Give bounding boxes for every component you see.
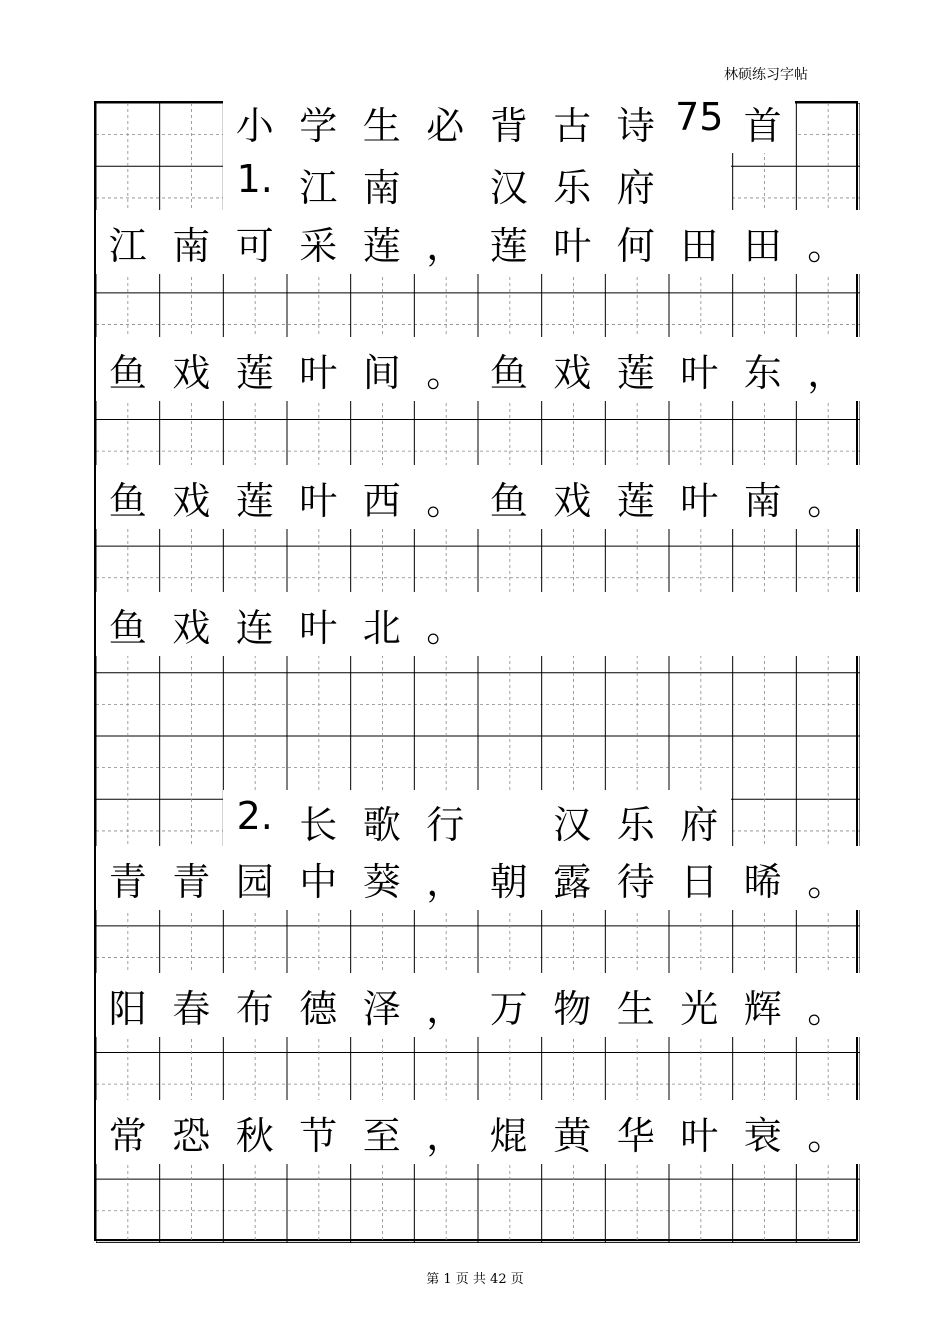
glyph: 叶 [680, 350, 719, 395]
glyph: 园 [235, 859, 274, 904]
glyph: 叶 [299, 350, 338, 395]
glyph: 汉 [553, 802, 592, 847]
glyph: 北 [362, 605, 401, 650]
glyph: 戏 [172, 478, 211, 523]
glyph: 。 [807, 223, 846, 268]
glyph: ， [426, 223, 465, 268]
glyph: 行 [426, 802, 465, 847]
glyph: 日 [680, 859, 719, 904]
glyph: 待 [616, 859, 655, 904]
glyph: 间 [362, 350, 401, 395]
glyph: 西 [362, 478, 401, 523]
glyph: 万 [489, 986, 528, 1031]
glyph: 。 [807, 986, 846, 1031]
glyph: 背 [489, 103, 528, 148]
glyph: 学 [299, 103, 338, 148]
glyph: 莲 [362, 223, 401, 268]
glyph: 叶 [299, 605, 338, 650]
glyph: 江 [299, 165, 338, 210]
glyph: 阳 [108, 986, 147, 1031]
glyph: 物 [553, 986, 592, 1031]
page-title [223, 91, 795, 153]
glyph: 至 [362, 1113, 401, 1158]
glyph: 田 [680, 223, 719, 268]
glyph: 叶 [680, 478, 719, 523]
glyph: 辉 [743, 986, 782, 1031]
glyph: 青 [172, 859, 211, 904]
glyph: 莲 [616, 478, 655, 523]
glyph: 布 [235, 986, 274, 1031]
glyph: 露 [553, 859, 592, 904]
glyph: 古 [553, 103, 592, 148]
glyph: 泽 [362, 986, 401, 1031]
glyph: 衰 [743, 1113, 782, 1158]
glyph: 生 [362, 103, 401, 148]
glyph: 田 [743, 223, 782, 268]
glyph: 葵 [362, 859, 401, 904]
glyph: ， [426, 859, 465, 904]
glyph: 叶 [680, 1113, 719, 1158]
glyph: 秋 [235, 1113, 274, 1158]
glyph: 。 [426, 350, 465, 395]
glyph: 鱼 [489, 350, 528, 395]
glyph: 叶 [553, 223, 592, 268]
glyph: 。 [807, 859, 846, 904]
glyph: 朝 [489, 859, 528, 904]
glyph: 戏 [553, 478, 592, 523]
glyph: 鱼 [489, 478, 528, 523]
poem-1-line-4 [96, 592, 860, 656]
poem-2-line-3 [96, 1100, 860, 1164]
glyph: 乐 [553, 165, 592, 210]
glyph: 生 [616, 986, 655, 1031]
glyph: 采 [299, 223, 338, 268]
glyph: 。 [807, 1113, 846, 1158]
glyph: 戏 [172, 350, 211, 395]
glyph: 节 [299, 1113, 338, 1158]
glyph [477, 794, 541, 849]
glyph: 莲 [489, 223, 528, 268]
glyph: 75 [675, 94, 724, 139]
glyph: 鱼 [108, 350, 147, 395]
glyph: 府 [616, 165, 655, 210]
glyph: 1. [236, 156, 273, 201]
glyph: 中 [299, 859, 338, 904]
glyph: 莲 [235, 478, 274, 523]
glyph: 连 [235, 605, 274, 650]
glyph: 青 [108, 859, 147, 904]
poem-1-line-2 [96, 337, 860, 401]
glyph: 可 [235, 223, 274, 268]
poem-2-line-2 [96, 973, 860, 1037]
page-footer: 第 1 页 共 42 页 [426, 1272, 524, 1287]
glyph: 戏 [172, 605, 211, 650]
practice-grid [96, 103, 860, 1243]
glyph: 何 [616, 223, 655, 268]
header-brand: 林硕练习字帖 [724, 67, 808, 83]
glyph: 府 [680, 802, 719, 847]
glyph: 南 [362, 165, 401, 210]
glyph: 戏 [553, 350, 592, 395]
poem-heading-2 [223, 790, 731, 852]
glyph: 春 [172, 986, 211, 1031]
glyph: 小 [235, 103, 274, 148]
glyph [414, 157, 478, 212]
glyph: 光 [680, 986, 719, 1031]
glyph: 焜 [489, 1113, 528, 1158]
glyph: 汉 [489, 165, 528, 210]
glyph: 华 [616, 1113, 655, 1158]
poem-1-line-3 [96, 465, 860, 529]
glyph: 常 [108, 1113, 147, 1158]
glyph: ， [807, 350, 846, 395]
glyph: ， [426, 1113, 465, 1158]
glyph: 德 [299, 986, 338, 1031]
glyph: 南 [743, 478, 782, 523]
glyph: 恐 [172, 1113, 211, 1158]
glyph: 。 [426, 605, 465, 650]
glyph: 长 [299, 802, 338, 847]
poem-2-line-1 [96, 846, 860, 910]
glyph: 莲 [235, 350, 274, 395]
glyph: 黄 [553, 1113, 592, 1158]
glyph: 叶 [299, 478, 338, 523]
glyph: 。 [807, 478, 846, 523]
poem-heading-1 [223, 153, 731, 215]
glyph: 。 [426, 478, 465, 523]
practice-sheet [94, 94, 858, 1241]
glyph: 江 [108, 223, 147, 268]
glyph: 诗 [616, 103, 655, 148]
glyph: 首 [743, 103, 782, 148]
glyph: 晞 [743, 859, 782, 904]
glyph: 鱼 [108, 478, 147, 523]
glyph: 2. [236, 793, 273, 838]
glyph: ， [426, 986, 465, 1031]
glyph: 必 [426, 103, 465, 148]
glyph: 歌 [362, 802, 401, 847]
poem-1-line-1 [96, 210, 860, 274]
glyph: 乐 [616, 802, 655, 847]
glyph: 鱼 [108, 605, 147, 650]
glyph: 南 [172, 223, 211, 268]
glyph: 东 [743, 350, 782, 395]
glyph: 莲 [616, 350, 655, 395]
